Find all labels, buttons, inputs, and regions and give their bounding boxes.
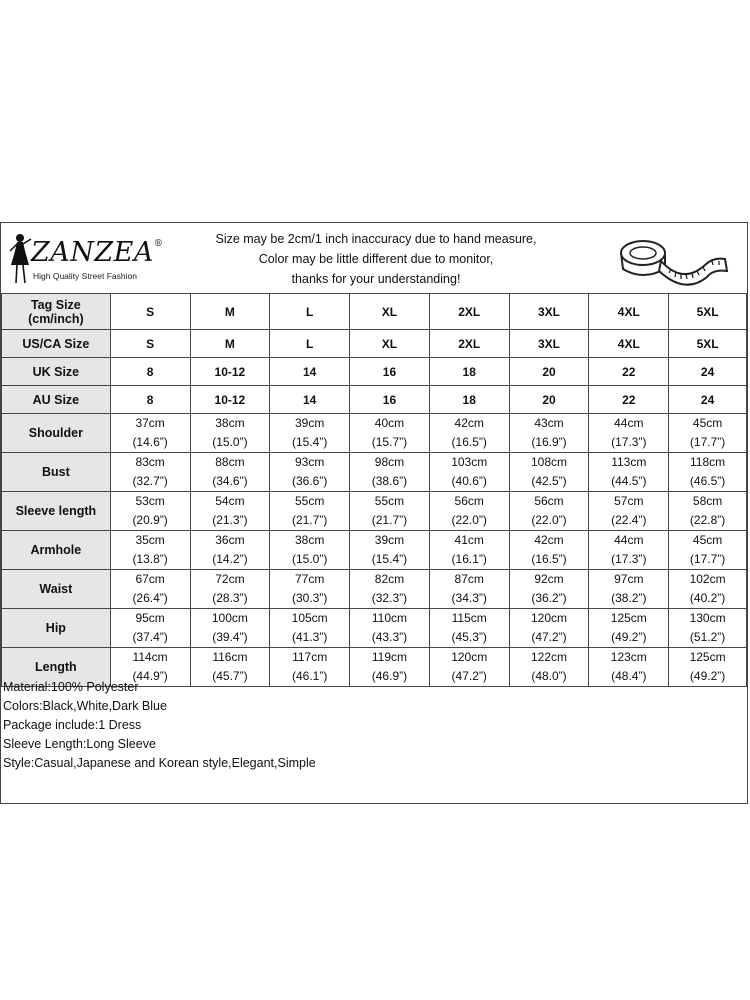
size-cell: 3XL: [509, 294, 589, 330]
measurement-cm: 95cm: [135, 611, 165, 625]
measurement-label: Bust: [2, 453, 111, 492]
measurement-cm: 55cm: [295, 494, 325, 508]
size-row: [2, 294, 747, 330]
size-table: [1, 293, 747, 687]
measurement-inch: (47.2”): [531, 630, 567, 644]
measurement-cell: [270, 414, 350, 453]
measurement-inch: (15.0”): [212, 435, 248, 449]
measurement-cell: [110, 492, 190, 531]
measurement-cell: [589, 648, 669, 687]
measurement-cell: [190, 414, 270, 453]
measurement-cm: 57cm: [614, 494, 644, 508]
measurement-cell: [669, 570, 747, 609]
measurement-cm: 58cm: [692, 494, 723, 508]
size-cell: 8: [110, 358, 190, 386]
measurement-inch: (22.8”): [689, 513, 726, 527]
measurement-cell: [190, 492, 270, 531]
measurement-cell: [190, 570, 270, 609]
measurement-label: Armhole: [2, 531, 111, 570]
measurement-cm: 82cm: [374, 572, 405, 586]
measurement-inch: (17.7”): [689, 435, 726, 449]
measurement-cm: 92cm: [534, 572, 564, 586]
measurement-cell: [350, 531, 430, 570]
measurement-cell: [509, 648, 589, 687]
size-row-label: [2, 358, 111, 386]
measurement-inch: (43.3”): [371, 630, 408, 644]
measurement-cell: [110, 453, 190, 492]
measurement-inch: (30.3”): [292, 591, 328, 605]
size-cell: 10-12: [190, 358, 270, 386]
measurement-label: Hip: [2, 609, 111, 648]
measurement-inch: (49.2”): [689, 669, 726, 683]
measurement-cell: [190, 453, 270, 492]
measurement-notice: [151, 229, 601, 289]
measurement-inch: (40.6”): [451, 474, 487, 488]
measurement-cm: 55cm: [374, 494, 405, 508]
measurement-cell: [669, 609, 747, 648]
measurement-inch: (17.3”): [611, 552, 647, 566]
size-row-label-text: Tag Size: [30, 297, 81, 312]
measurement-label: Waist: [2, 570, 111, 609]
measurement-cell: [110, 531, 190, 570]
size-cell: 10-12: [190, 386, 270, 414]
measurement-cm: 88cm: [215, 455, 245, 469]
size-cell: 16: [350, 386, 430, 414]
measurement-cell: [350, 453, 430, 492]
size-row-label-unit: (cm/inch): [28, 311, 84, 326]
size-cell: 14: [270, 358, 350, 386]
measurement-cell: [270, 492, 350, 531]
measurement-label: Length: [2, 648, 111, 687]
size-row-label: [2, 386, 111, 414]
measurement-inch: (46.5”): [689, 474, 726, 488]
size-cell: 5XL: [669, 294, 747, 330]
measurement-inch: (40.2”): [689, 591, 726, 605]
measurement-cm: 43cm: [534, 416, 564, 430]
measurement-inch: (49.2”): [611, 630, 647, 644]
measurement-inch: (20.9”): [132, 513, 168, 527]
measurement-cell: [350, 570, 430, 609]
measurement-row: [2, 453, 747, 492]
measurement-cm: 36cm: [215, 533, 245, 547]
measurement-inch: (15.4”): [371, 552, 408, 566]
measurement-inch: (21.7”): [292, 513, 328, 527]
measurement-cell: [429, 609, 509, 648]
measurement-inch: (38.2”): [611, 591, 647, 605]
size-cell: 3XL: [509, 330, 589, 358]
measurement-inch: (21.3”): [212, 513, 248, 527]
measurement-cell: [669, 531, 747, 570]
size-cell: XL: [350, 330, 430, 358]
size-cell: 24: [669, 386, 747, 414]
measurement-cell: [110, 414, 190, 453]
size-row: [2, 358, 747, 386]
measurement-cm: 35cm: [135, 533, 165, 547]
size-cell: 4XL: [589, 330, 669, 358]
measurement-cm: 45cm: [692, 416, 723, 430]
measurement-inch: (34.3”): [451, 591, 487, 605]
measurement-cell: [190, 531, 270, 570]
measurement-inch: (13.8”): [132, 552, 168, 566]
measurement-cell: [350, 648, 430, 687]
notice-line: Size may be 2cm/1 inch inaccuracy due to hand measure,: [215, 232, 537, 246]
measurement-inch: (41.3”): [292, 630, 328, 644]
size-cell: L: [270, 294, 350, 330]
measurement-inch: (32.7”): [132, 474, 168, 488]
detail-colors: Colors:Black,White,Dark Blue: [3, 699, 167, 713]
measurement-cell: [429, 492, 509, 531]
measurement-cm: 114cm: [132, 650, 168, 664]
size-cell: 22: [589, 358, 669, 386]
measurement-inch: (21.7”): [371, 513, 408, 527]
measurement-cm: 122cm: [530, 650, 568, 664]
measurement-row: [2, 570, 747, 609]
measurement-cm: 67cm: [135, 572, 165, 586]
measurement-cell: [509, 570, 589, 609]
size-row-label: [2, 294, 111, 330]
measurement-inch: (16.5”): [451, 435, 487, 449]
measurement-inch: (42.5”): [531, 474, 567, 488]
measurement-cell: [429, 453, 509, 492]
size-cell: 22: [589, 386, 669, 414]
measurement-cell: [589, 570, 669, 609]
brand-logo: [3, 229, 164, 289]
measurement-cm: 117cm: [292, 650, 328, 664]
measurement-row: [2, 492, 747, 531]
measurement-inch: (22.0”): [531, 513, 567, 527]
measurement-cm: 120cm: [451, 650, 488, 664]
measurement-cm: 44cm: [614, 416, 644, 430]
measurement-cell: [429, 531, 509, 570]
measurement-inch: (17.7”): [689, 552, 726, 566]
measurement-cm: 97cm: [614, 572, 644, 586]
measurement-cell: [350, 492, 430, 531]
measurement-cm: 105cm: [291, 611, 328, 625]
measurement-cell: [429, 414, 509, 453]
measurement-cell: [589, 609, 669, 648]
size-row: [2, 386, 747, 414]
measurement-inch: (15.4”): [292, 435, 328, 449]
detail-package: Package include:1 Dress: [3, 718, 142, 732]
brand-name: ZANZEA®: [31, 237, 164, 268]
measurement-cell: [589, 453, 669, 492]
size-cell: 5XL: [669, 330, 747, 358]
measurement-cell: [270, 531, 350, 570]
size-cell: 18: [429, 358, 509, 386]
measurement-cm: 72cm: [215, 572, 245, 586]
measurement-inch: (44.5”): [611, 474, 647, 488]
measurement-cm: 125cm: [610, 611, 647, 625]
size-cell: 18: [429, 386, 509, 414]
detail-style: Style:Casual,Japanese and Korean style,Elegant,Simple: [3, 756, 316, 770]
measurement-cell: [589, 414, 669, 453]
measurement-cm: 38cm: [295, 533, 325, 547]
measurement-inch: (16.5”): [531, 552, 567, 566]
size-row-label-text: US/CA Size: [22, 336, 90, 351]
size-cell: 2XL: [429, 294, 509, 330]
measurement-cm: 40cm: [374, 416, 405, 430]
measurement-cm: 110cm: [371, 611, 408, 625]
measurement-cell: [350, 414, 430, 453]
measurement-cell: [509, 609, 589, 648]
brand-tagline: High Quality Street Fashion: [33, 271, 137, 281]
measurement-cell: [589, 531, 669, 570]
measurement-cell: [669, 492, 747, 531]
measurement-inch: (17.3”): [611, 435, 647, 449]
measurement-cell: [110, 570, 190, 609]
notice-line: Color may be little different due to monitor,: [258, 252, 494, 266]
measurement-inch: (36.2”): [531, 591, 567, 605]
size-row: [2, 330, 747, 358]
measurement-cell: [509, 414, 589, 453]
size-cell: M: [190, 294, 270, 330]
measurement-cm: 53cm: [135, 494, 165, 508]
measurement-cm: 87cm: [454, 572, 484, 586]
measurement-inch: (36.6”): [292, 474, 328, 488]
measurement-inch: (45.3”): [451, 630, 487, 644]
measurement-cm: 42cm: [454, 416, 484, 430]
measurement-cm: 130cm: [689, 611, 726, 625]
measurement-cm: 103cm: [451, 455, 488, 469]
measurement-cell: [350, 609, 430, 648]
size-cell: 16: [350, 358, 430, 386]
size-chart-header: [1, 223, 747, 294]
measurement-cell: [270, 570, 350, 609]
measurement-cell: [429, 570, 509, 609]
size-row-label-text: UK Size: [32, 364, 80, 379]
measurement-cm: 100cm: [211, 611, 248, 625]
size-cell: 24: [669, 358, 747, 386]
measurement-cm: 102cm: [689, 572, 726, 586]
measurement-inch: (14.2”): [212, 552, 248, 566]
measurement-inch: (22.4”): [611, 513, 647, 527]
measurement-cell: [190, 609, 270, 648]
size-cell: 4XL: [589, 294, 669, 330]
size-chart-sheet: [0, 222, 748, 804]
measurement-cm: 125cm: [689, 650, 726, 664]
measurement-cell: [509, 453, 589, 492]
size-cell: 2XL: [429, 330, 509, 358]
measurement-inch: (15.0”): [292, 552, 328, 566]
measurement-cm: 56cm: [454, 494, 484, 508]
measurement-cm: 56cm: [534, 494, 564, 508]
measurement-cell: [589, 492, 669, 531]
measurement-cm: 39cm: [374, 533, 405, 547]
size-cell: S: [110, 330, 190, 358]
measurement-inch: (45.7”): [212, 669, 248, 683]
measurement-cell: [270, 609, 350, 648]
measurement-cm: 77cm: [295, 572, 325, 586]
measurement-inch: (14.6”): [132, 435, 168, 449]
measurement-cm: 39cm: [295, 416, 325, 430]
measurement-cm: 42cm: [534, 533, 564, 547]
detail-sleeve-length: Sleeve Length:Long Sleeve: [3, 737, 156, 751]
measurement-inch: (32.3”): [371, 591, 408, 605]
measurement-cm: 118cm: [690, 455, 726, 469]
measurement-cell: [509, 492, 589, 531]
measurement-inch: (15.7”): [371, 435, 408, 449]
measurement-cm: 120cm: [530, 611, 568, 625]
size-row-label-text: AU Size: [32, 392, 80, 407]
size-cell: 8: [110, 386, 190, 414]
measurement-cm: 108cm: [530, 455, 568, 469]
measurement-label: Sleeve length: [2, 492, 111, 531]
measurement-cell: [669, 648, 747, 687]
size-cell: S: [110, 294, 190, 330]
product-details: [3, 678, 316, 773]
size-cell: 14: [270, 386, 350, 414]
size-cell: M: [190, 330, 270, 358]
size-cell: XL: [350, 294, 430, 330]
measurement-cell: [110, 609, 190, 648]
measurement-cm: 45cm: [692, 533, 723, 547]
measurement-inch: (46.1”): [292, 669, 328, 683]
measurement-cm: 93cm: [295, 455, 325, 469]
measurement-cell: [509, 531, 589, 570]
measurement-inch: (34.6”): [212, 474, 248, 488]
measurement-row: [2, 414, 747, 453]
measurement-cell: [669, 414, 747, 453]
measurement-cm: 41cm: [454, 533, 484, 547]
measurement-inch: (46.9”): [371, 669, 408, 683]
detail-material: Material:100% Polyester: [3, 680, 139, 694]
measuring-tape-icon: [613, 225, 733, 289]
measurement-inch: (48.0”): [531, 669, 567, 683]
measurement-row: [2, 609, 747, 648]
measurement-cm: 37cm: [135, 416, 165, 430]
measurement-inch: (39.4”): [212, 630, 248, 644]
measurement-inch: (48.4”): [611, 669, 647, 683]
measurement-cm: 83cm: [135, 455, 165, 469]
size-cell: 20: [509, 386, 589, 414]
measurement-cm: 119cm: [371, 650, 408, 664]
measurement-cm: 98cm: [374, 455, 405, 469]
measurement-cell: [270, 453, 350, 492]
measurement-inch: (47.2”): [451, 669, 487, 683]
measurement-inch: (22.0”): [451, 513, 487, 527]
measurement-inch: (16.9”): [531, 435, 567, 449]
notice-line: thanks for your understanding!: [291, 272, 461, 286]
size-row-label: [2, 330, 111, 358]
measurement-cm: 113cm: [611, 455, 647, 469]
measurement-row: [2, 531, 747, 570]
measurement-cm: 44cm: [614, 533, 644, 547]
measurement-inch: (44.9”): [132, 669, 168, 683]
measurement-cell: [669, 453, 747, 492]
measurement-inch: (37.4”): [132, 630, 168, 644]
measurement-cm: 38cm: [215, 416, 245, 430]
measurement-inch: (51.2”): [689, 630, 726, 644]
measurement-cell: [429, 648, 509, 687]
measurement-label: Shoulder: [2, 414, 111, 453]
size-cell: L: [270, 330, 350, 358]
measurement-cm: 54cm: [215, 494, 245, 508]
size-cell: 20: [509, 358, 589, 386]
measurement-inch: (38.6”): [371, 474, 408, 488]
measurement-inch: (26.4”): [132, 591, 168, 605]
measurement-cm: 116cm: [212, 650, 248, 664]
measurement-inch: (16.1”): [451, 552, 487, 566]
measurement-inch: (28.3”): [212, 591, 248, 605]
measurement-cm: 115cm: [451, 611, 487, 625]
measurement-cm: 123cm: [610, 650, 647, 664]
